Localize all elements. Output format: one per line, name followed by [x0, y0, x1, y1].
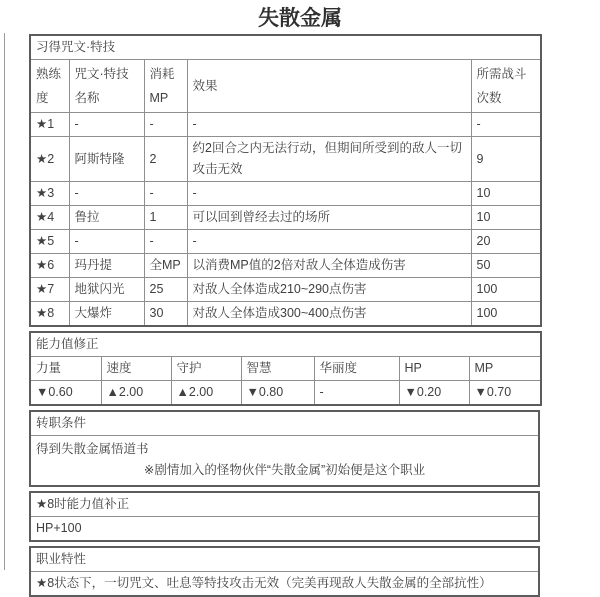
column-header-effect: 效果 [187, 60, 471, 113]
spell-mp: - [144, 230, 187, 254]
spell-effect: - [187, 230, 471, 254]
spell-row-6 [30, 254, 541, 278]
spell-effect: 以消费MP值的2倍对敌人全体造成伤害 [187, 254, 471, 278]
column-header-battles: 所需战斗次数 [471, 60, 541, 113]
spells-table [29, 34, 542, 327]
stat-header-mp: MP [469, 357, 541, 381]
spell-mp: 2 [144, 137, 187, 182]
page-left-border-rule [4, 33, 5, 570]
spell-name: 大爆炸 [69, 302, 144, 327]
job-trait-table [29, 546, 540, 597]
job-change-content-row [30, 436, 539, 486]
stats-values-row [30, 381, 541, 406]
job-change-header-row [30, 411, 539, 436]
star8-bonus-value-row [30, 516, 539, 541]
spell-row-1 [30, 113, 541, 137]
job-change-section-header: 转职条件 [30, 411, 539, 436]
spell-row-3 [30, 182, 541, 206]
job-trait-section-header: 职业特性 [30, 547, 539, 572]
stat-header-style: 华丽度 [314, 357, 399, 381]
spell-battles: 10 [471, 182, 541, 206]
spell-row-2 [30, 137, 541, 182]
spell-name: 阿斯特隆 [69, 137, 144, 182]
spell-level: ★2 [30, 137, 69, 182]
spell-mp: 全MP [144, 254, 187, 278]
spell-level: ★5 [30, 230, 69, 254]
stat-header-wisdom: 智慧 [241, 357, 314, 381]
stat-header-speed: 速度 [101, 357, 171, 381]
spell-battles: 100 [471, 278, 541, 302]
job-trait-value-row [30, 571, 539, 596]
spell-row-4 [30, 206, 541, 230]
spell-name: - [69, 182, 144, 206]
spell-level: ★8 [30, 302, 69, 327]
job-trait-value: ★8状态下，一切咒文、吐息等特技攻击无效（完美再现敌人失散金属的全部抗性） [30, 571, 539, 596]
spell-battles: 20 [471, 230, 541, 254]
spells-column-header-row [30, 60, 541, 113]
spell-name: 鲁拉 [69, 206, 144, 230]
spell-row-8 [30, 302, 541, 327]
star8-bonus-table [29, 491, 540, 542]
stat-value-mp: ▼0.70 [469, 381, 541, 406]
stat-value-defense: ▲2.00 [171, 381, 241, 406]
stats-section-header: 能力值修正 [30, 332, 541, 357]
spell-name: - [69, 230, 144, 254]
spell-effect: 对敌人全体造成300~400点伤害 [187, 302, 471, 327]
spells-section-header: 习得咒文·特技 [30, 35, 541, 60]
spell-effect: 可以回到曾经去过的场所 [187, 206, 471, 230]
spell-mp: 30 [144, 302, 187, 327]
stats-table [29, 331, 542, 406]
star8-bonus-value: HP+100 [30, 516, 539, 541]
stat-value-wisdom: ▼0.80 [241, 381, 314, 406]
spell-mp: 1 [144, 206, 187, 230]
stat-value-style: - [314, 381, 399, 406]
spell-level: ★7 [30, 278, 69, 302]
stats-column-header-row [30, 357, 541, 381]
spell-battles: 50 [471, 254, 541, 278]
spell-effect: 对敌人全体造成210~290点伤害 [187, 278, 471, 302]
page-title: 失散金属 [258, 7, 342, 30]
spell-mp: 25 [144, 278, 187, 302]
job-change-condition: 得到失散金属悟道书 [36, 442, 149, 457]
column-header-name: 咒文·特技名称 [69, 60, 144, 113]
spell-name: - [69, 113, 144, 137]
job-change-note: ※剧情加入的怪物伙伴“失散金属”初始便是这个职业 [143, 463, 426, 478]
spells-section-header-row [30, 35, 541, 60]
page-content [29, 34, 541, 597]
spell-name: 玛丹提 [69, 254, 144, 278]
column-header-mp: 消耗MP [144, 60, 187, 113]
spell-name: 地狱闪光 [69, 278, 144, 302]
spell-level: ★4 [30, 206, 69, 230]
stat-value-strength: ▼0.60 [30, 381, 101, 406]
spell-mp: - [144, 113, 187, 137]
column-header-level: 熟练度 [30, 60, 69, 113]
job-trait-header-row [30, 547, 539, 572]
stat-header-defense: 守护 [171, 357, 241, 381]
stat-header-strength: 力量 [30, 357, 101, 381]
spell-row-5 [30, 230, 541, 254]
spell-level: ★1 [30, 113, 69, 137]
spell-row-7 [30, 278, 541, 302]
spell-mp: - [144, 182, 187, 206]
stat-value-hp: ▼0.20 [399, 381, 469, 406]
spell-battles: 100 [471, 302, 541, 327]
star8-bonus-section-header: ★8时能力值补正 [30, 492, 539, 517]
spell-effect: - [187, 182, 471, 206]
spell-effect: - [187, 113, 471, 137]
stat-value-speed: ▲2.00 [101, 381, 171, 406]
stat-header-hp: HP [399, 357, 469, 381]
spell-effect: 约2回合之内无法行动，但期间所受到的敌人一切攻击无效 [187, 137, 471, 182]
spell-level: ★6 [30, 254, 69, 278]
spell-level: ★3 [30, 182, 69, 206]
spell-battles: 10 [471, 206, 541, 230]
stats-section-header-row [30, 332, 541, 357]
star8-bonus-header-row [30, 492, 539, 517]
job-change-table [29, 410, 540, 487]
spell-battles: - [471, 113, 541, 137]
spell-battles: 9 [471, 137, 541, 182]
